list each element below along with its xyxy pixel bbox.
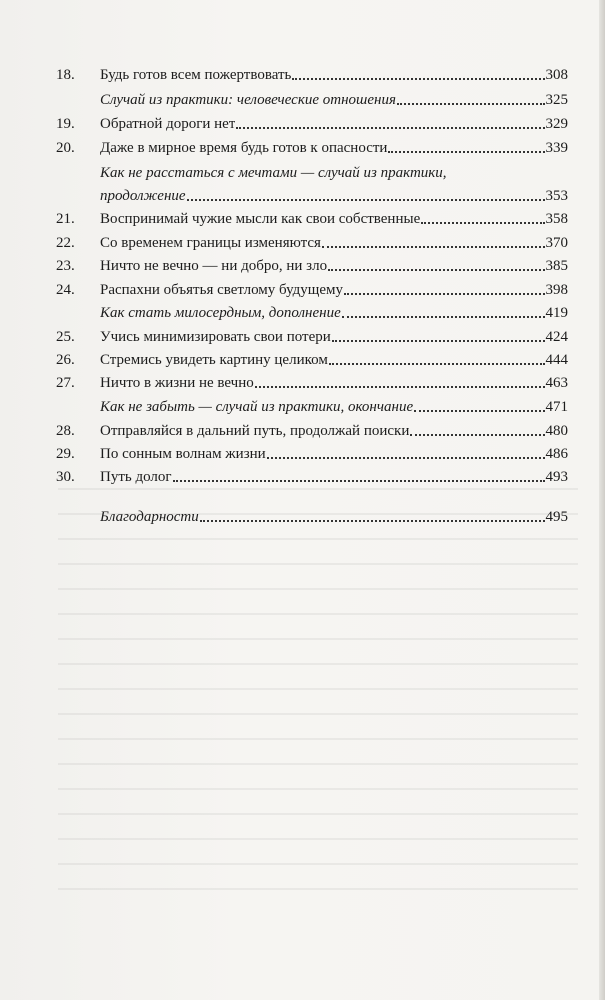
chapter-title: Путь долог [100,469,172,485]
dot-leader [410,433,544,436]
chapter-title: продолжение [100,188,186,204]
toc-entry [56,277,568,299]
toc-entry [56,300,568,322]
chapter-title: Ничто не вечно — ни добро, ни зло [100,258,328,274]
page-number: 325 [545,92,568,108]
chapter-number: 29. [56,446,75,462]
dot-leader [187,198,545,201]
dot-leader [322,245,545,248]
chapter-title: По сонным волнам жизни [100,446,266,462]
toc-entry [56,464,568,486]
dot-leader [328,268,544,271]
chapter-title: Случай из практики: человеческие отношения [100,92,396,108]
dot-leader [200,519,545,522]
chapter-number: 25. [56,329,75,345]
chapter-title: Как стать милосердным, дополнение [100,305,341,321]
chapter-title: Как не забыть — случай из практики, окончание [100,399,414,415]
chapter-title: Воспринимай чужие мысли как свои собственные [100,211,421,227]
chapter-number: 26. [56,352,75,368]
page-number: 308 [545,67,568,83]
page-number: 353 [545,188,568,204]
dot-leader [292,77,544,80]
dot-leader [344,292,545,295]
page-number: 385 [545,258,568,274]
page-number: 463 [545,375,568,391]
chapter-title: Как не расстаться с мечтами — случай из практики, [100,165,447,181]
toc-entry [56,253,568,275]
dot-leader [414,409,544,412]
chapter-number: 28. [56,423,75,439]
page-number: 370 [545,235,568,251]
page-number: 398 [545,282,568,298]
dot-leader [332,339,545,342]
chapter-title: Обратной дороги нет [100,116,236,132]
dot-leader [342,315,545,318]
chapter-number: 18. [56,67,75,83]
dot-leader [173,479,545,482]
chapter-number: 23. [56,258,75,274]
chapter-title: Ничто в жизни не вечно [100,375,254,391]
dot-leader [421,221,544,224]
toc-entry [56,324,568,346]
chapter-number: 21. [56,211,75,227]
page-number: 493 [545,469,568,485]
chapter-title: Благодарности [100,509,199,525]
chapter-number: 27. [56,375,75,391]
toc-entry [56,418,568,440]
toc-entry [56,183,568,205]
page-number: 495 [545,509,568,525]
chapter-title: Учись минимизировать свои потери [100,329,331,345]
toc-entry [56,394,568,416]
chapter-number: 30. [56,469,75,485]
page-number: 471 [545,399,568,415]
dot-leader [236,126,544,129]
toc-entry [56,160,568,182]
chapter-number: 24. [56,282,75,298]
chapter-title: Будь готов всем пожертвовать [100,67,292,83]
toc-entry [56,111,568,133]
dot-leader [255,385,545,388]
page-number: 480 [545,423,568,439]
chapter-number: 22. [56,235,75,251]
page-number: 419 [545,305,568,321]
toc-entry [56,206,568,228]
dot-leader [397,102,545,105]
page-number: 486 [545,446,568,462]
dot-leader [329,362,545,365]
page-number: 339 [545,140,568,156]
toc-entry [56,370,568,392]
dot-leader [267,456,545,459]
page-number: 424 [545,329,568,345]
toc-entry [56,441,568,463]
chapter-title: Со временем границы изменяются [100,235,321,251]
toc-entry [56,504,568,526]
chapter-title: Распахни объятья светлому будущему [100,282,343,298]
chapter-title: Отправляйся в дальний путь, продолжай поиски [100,423,410,439]
chapter-number: 20. [56,140,75,156]
chapter-title: Даже в мирное время будь готов к опасности [100,140,388,156]
chapter-title: Стремись увидеть картину целиком [100,352,328,368]
toc-entry [56,62,568,84]
page-number: 329 [545,116,568,132]
page-number: 444 [545,352,568,368]
dot-leader [388,150,544,153]
toc-entry [56,135,568,157]
toc-entry [56,230,568,252]
chapter-number: 19. [56,116,75,132]
toc-entry [56,347,568,369]
toc-entry [56,87,568,109]
page-number: 358 [545,211,568,227]
